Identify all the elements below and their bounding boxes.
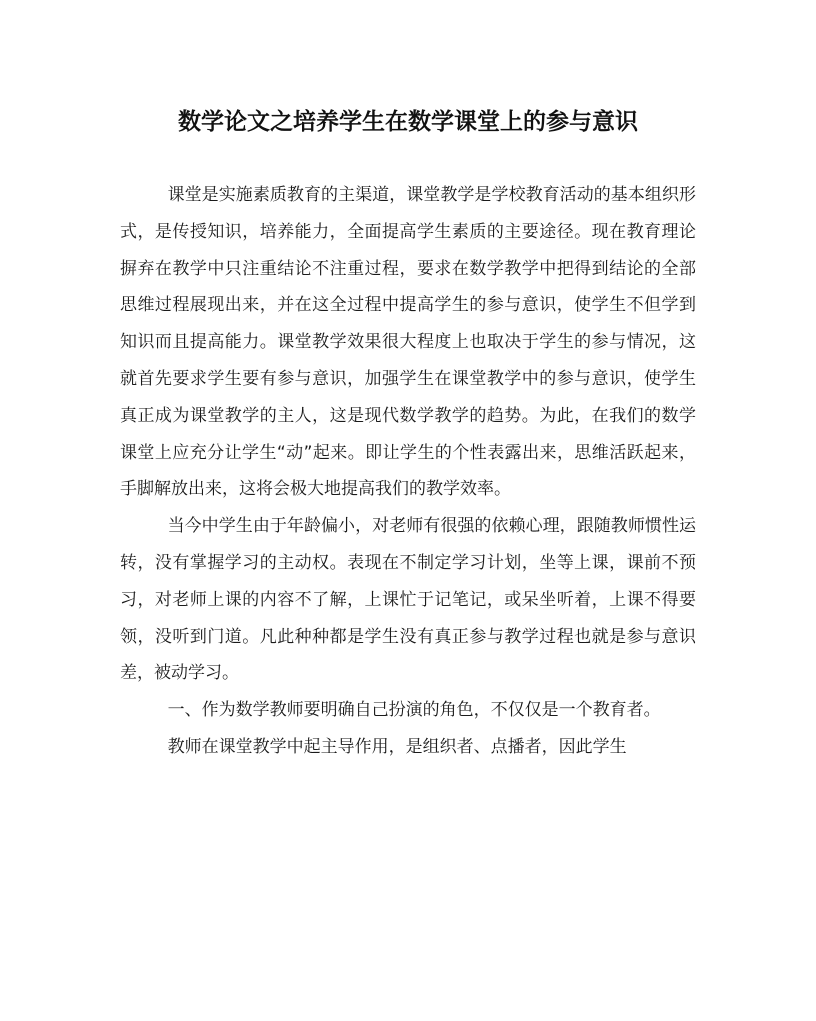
section-heading: 一、作为数学教师要明确自己扮演的角色，不仅仅是一个教育者。 <box>167 700 661 721</box>
document-title: 数学论文之培养学生在数学课堂上的参与意识 <box>178 108 638 135</box>
paragraph: 课堂是实施素质教育的主渠道，课堂教学是学校教育活动的基本组织形式，是传授知识，培养能力，全面提高学生素质的主要途径。现在教育理论摒弃在教学中只注重结论不注重过程，要求在数学教学中把得到结论的全部思维过程展现出来，并在这全过程中提高学生的参与意识，使学生不但学到知识而且提高能力。课堂教学效果很大程度上也取决于学生的参与情况，这就首先要求学生要有参与意识，加强学生在课堂教学中的参与意识，使学生真正成为课堂教学的主人，这是现代数学教学的趋势。为此，在我们的数学课堂上应充分让学生“动”起来。即让学生的个性表露出来，思维活跃起来，手脚解放出来，这将会极大地提高我们的教学效率。 <box>120 185 696 500</box>
paragraph: 教师在课堂教学中起主导作用，是组织者、点播者，因此学生 <box>167 736 627 757</box>
paragraph: 当今中学生由于年龄偏小，对老师有很强的依赖心理，跟随教师惯性运转，没有掌握学习的主动权。表现在不制定学习计划，坐等上课，课前不预习，对老师上课的内容不了解，上课忙于记笔记，或呆坐听着，上课不得要领，没听到门道。凡此种种都是学生没有真正参与教学过程也就是参与意识差，被动学习。 <box>120 516 696 684</box>
document-body <box>120 177 696 766</box>
